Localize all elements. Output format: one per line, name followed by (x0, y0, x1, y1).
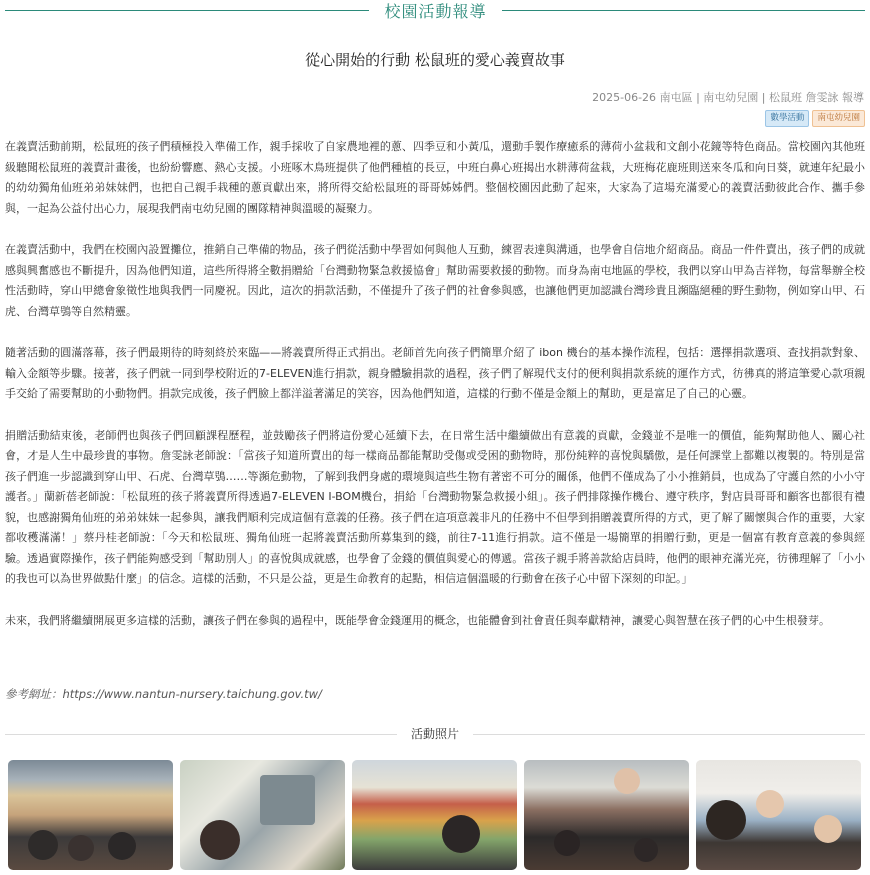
section-title: 校園活動報導 (384, 2, 487, 21)
reference-link[interactable]: https://www.nantun-nursery.taichung.gov.tw/ (62, 687, 322, 701)
photo-1[interactable] (8, 760, 173, 870)
reference (5, 686, 322, 702)
photo-detail (260, 775, 315, 825)
photo-detail (200, 820, 240, 860)
article-paragraph: 未來，我們將繼續開展更多這樣的活動，讓孩子們在參與的過程中，既能學會金錢運用的概念，也能體會到社會責任與奉獻精神，讓愛心與智慧在孩子們的心中生根發芽。 (5, 613, 830, 627)
reference-label: 參考網址： (5, 687, 63, 701)
photo-3[interactable] (352, 760, 517, 870)
article-paragraph: 在義賣活動中，我們在校園內設置攤位，推銷自己準備的物品，孩子們從活動中學習如何與他人互動，練習表達與溝通，也學會自信地介紹商品。商品一件件賣出，孩子們的成就感與興奮感也不斷提升，因為他們知道，這些所得將全數捐贈給「台灣動物緊急救援協會」幫助需要救援的動物。而身為南屯地區的學校，我們以穿山甲為吉祥物，每當舉辦全校性活動時，穿山甲總會象徵性地與我們一同慶祝。因此，這次的捐款活動，不僅提升了孩子們的社會參與感，也讓他們更加認識台灣珍貴且瀕臨絕種的野生動物，例如穿山甲、石虎、台灣草鴞等自然精靈。 (5, 243, 865, 318)
article-meta (592, 89, 864, 105)
meta-school: 南屯幼兒園 (703, 91, 759, 104)
article-paragraph: 隨著活動的圓滿落幕，孩子們最期待的時刻終於來臨——將義賣所得正式捐出。老師首先向孩子們簡單介紹了 ibon 機台的基本操作流程，包括：選擇捐款選項、查找捐款對象、輸入金額等步驟。接著，孩子們就一同到學校附近的7-ELEVEN進行捐款，親身體驗捐款的過程，孩子們了解現代支付的便利與捐款系統的運作方式，彷彿真的將這筆愛心款項親手交給了需要幫助的小動物們。捐款完成後，孩子們臉上都洋溢著滿足的笑容，因為他們知道，這樣的行動不僅是金額上的幫助，更是富足了自己的心靈。 (5, 346, 865, 400)
meta-district: 南屯區 (659, 91, 693, 104)
tag-math-activity[interactable]: 數學活動 (765, 110, 809, 127)
meta-reporter: 松鼠班 詹雯詠 報導 (769, 91, 864, 104)
photo-gallery (8, 760, 864, 872)
divider-left (5, 10, 369, 11)
article-title: 從心開始的行動 松鼠班的愛心義賣故事 (305, 51, 565, 69)
tag-list (765, 110, 865, 127)
article-paragraph: 在義賣活動前期，松鼠班的孩子們積極投入準備工作，親手採收了自家農地裡的蔥、四季豆和小黃瓜，還動手製作療癒系的薄荷小盆栽和文創小花鏡等特色商品。當校園內其他班級聽聞松鼠班的義賣計畫後，也紛紛響應、熱心支援。小班啄木鳥班提供了他們種植的長豆，中班白鼻心班揭出水耕薄荷盆栽，大班梅花鹿班則送來冬瓜和向日葵，就連年紀最小的幼幼獨角仙班弟弟妹妹們，也把自己親手栽種的蔥貢獻出來，將所得交給松鼠班的哥哥姊姊們。整個校園因此動了起來，大家為了這場充滿愛心的義賣活動彼此合作、攜手參與，一起為公益付出心力，展現我們南屯幼兒園的團隊精神與溫暖的凝聚力。 (5, 140, 865, 215)
photo-section-title: 活動照片 (410, 727, 459, 741)
meta-separator: | (761, 91, 766, 104)
meta-date: 2025-06-26 (592, 91, 657, 104)
photo-section-header (0, 724, 870, 744)
photo-detail (68, 835, 94, 861)
article-paragraph: 捐贈活動結束後，老師們也與孩子們回顧課程歷程，並鼓勵孩子們將這份愛心延續下去，在日常生活中繼續做出有意義的貢獻，金錢並不是唯一的價值，能夠幫助他人、關心社會，才是人生中最珍貴的事物。詹雯詠老師說：「當孩子知道所賣出的每一樣商品都能幫助受傷或受困的動物時，那份純粹的喜悅與驕傲，是任何課堂上都難以複製的。特別是當孩子們進一步認識到穿山甲、石虎、台灣草鴞……等瀕危動物，了解到我們身處的環境與這些生物有著密不可分的關係，他們不僅成為了小小推銷員，也成為了守護自然的小小守護者。」蘭新蓓老師說：「松鼠班的孩子將義賣所得透過7-ELEVEN I-BOM機台，捐給「台灣動物緊急救援小組」。孩子們排隊操作機台、遵守秩序，對店員哥哥和顧客也都很有禮貌，也感謝獨角仙班的弟弟妹妹一起參與，讓我們順利完成這個有意義的任務。孩子們在這項意義非凡的任務中不但學到捐贈義賣所得的方式，更了解了關懷與合作的重要，大家都收穫滿滿！」蔡丹桂老師說：「今天和松鼠班、獨角仙班一起將義賣活動所募集到的錢，前往7-11進行捐款。這不僅是一場簡單的捐贈行動，更是一個富有教育意義的參與經驗。透過實際操作，孩子們能夠感受到「幫助別人」的喜悅與成就感，也學會了金錢的價值與愛心的傳遞。當孩子親手將善款給店員時，他們的眼神充滿光亮，彷彿理解了「小小的我也可以為世界做點什麼」的信念。這樣的活動，不只是公益，更是生命教育的起點，相信這個溫暖的行動會在孩子心中留下深刻的印記。」 (5, 428, 865, 585)
photo-detail (756, 790, 784, 818)
photo-4[interactable] (524, 760, 689, 870)
tag-school[interactable]: 南屯幼兒園 (812, 110, 865, 127)
photo-5[interactable] (696, 760, 861, 870)
photo-detail (108, 832, 136, 860)
article-body (5, 137, 865, 652)
photo-detail (554, 830, 580, 856)
photo-detail (28, 830, 58, 860)
photo-detail (442, 815, 480, 853)
photo-detail (634, 838, 658, 862)
photo-detail (814, 815, 842, 843)
meta-separator: | (696, 91, 700, 104)
divider-right (502, 10, 865, 11)
section-header (0, 0, 870, 22)
photo-2[interactable] (180, 760, 345, 870)
photo-detail (614, 768, 640, 794)
photo-detail (706, 800, 746, 840)
divider-right (473, 734, 865, 735)
divider-left (5, 734, 397, 735)
